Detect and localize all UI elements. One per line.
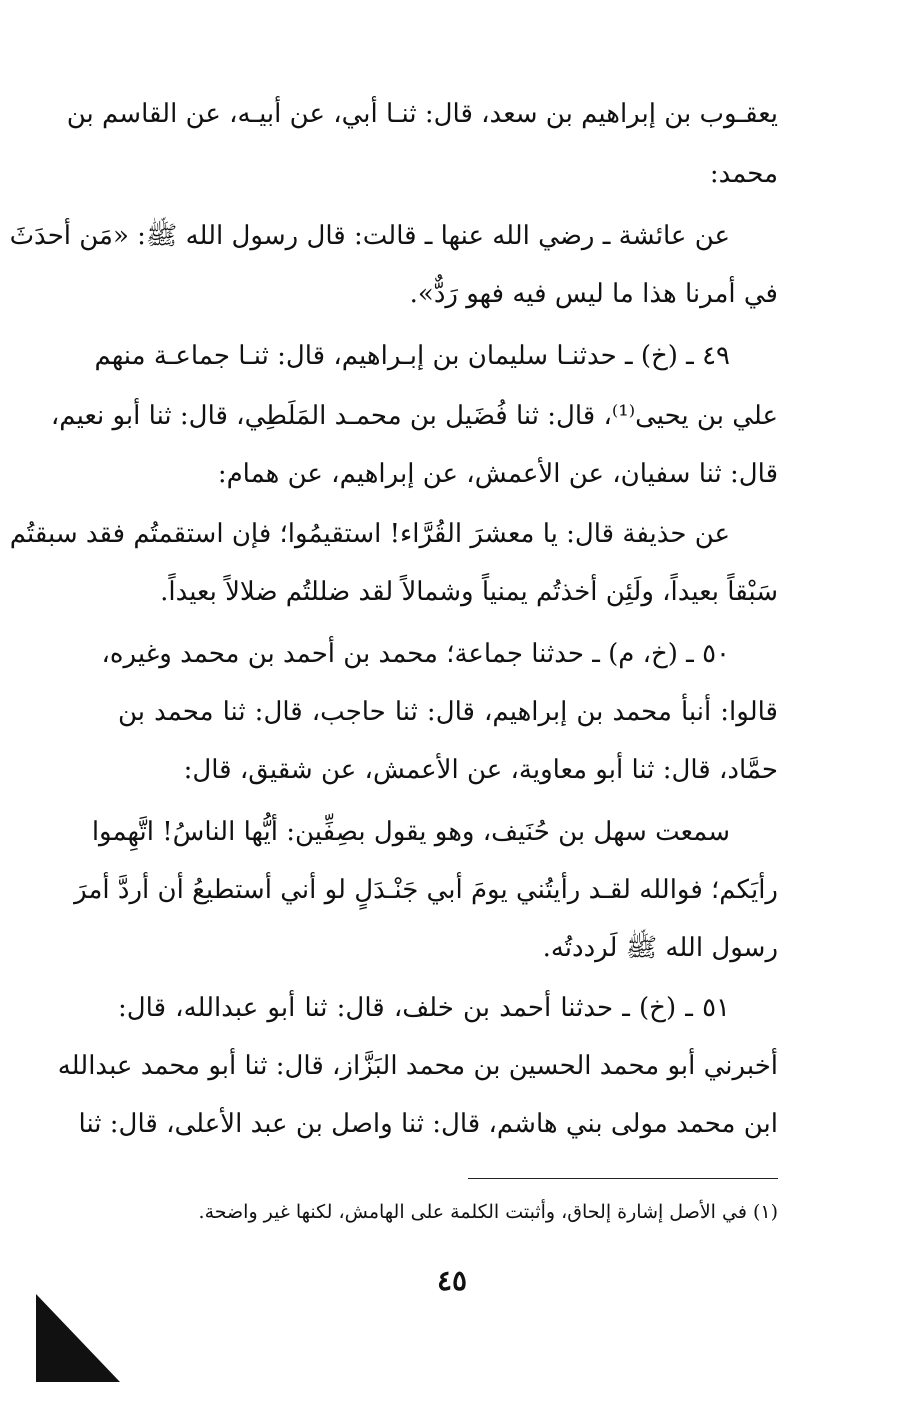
text-line: ابن محمد مولى بني هاشم، قال: ثنا واصل بن عبد الأعلى، قال: ثنا <box>78 1109 778 1139</box>
text-line: أخبرني أبو محمد الحسين بن محمد البَزَّاز، قال: ثنا أبو محمد عبدالله <box>57 1051 778 1081</box>
text-line: سمعت سهل بن حُنَيف، وهو يقول بصِفِّين: أيُّها الناسُ! اتَّهِموا <box>91 817 730 847</box>
text-line: ٥٠ ـ (خ، م) ـ حدثنا جماعة؛ محمد بن أحمد بن محمد وغيره، <box>101 639 730 669</box>
footnote: (١) في الأصل إشارة إلحاق، وأثبتت الكلمة على الهامش، لكنها غير واضحة. <box>198 1201 778 1223</box>
text-line: عن عائشة ـ رضي الله عنها ـ قالت: قال رسول الله ﷺ: «مَن أحدَثَ <box>9 221 730 251</box>
text-line: يعقـوب بن إبراهيم بن سعد، قال: ثنـا أبي، عن أبيـه، عن القاسم بن <box>66 99 778 129</box>
text-line: رأيَكم؛ فوالله لقـد رأيتُني يومَ أبي جَنْـدَلٍ لو أني أستطيعُ أن أردَّ أمرَ <box>74 875 778 905</box>
text-line: حمَّاد، قال: ثنا أبو معاوية، عن الأعمش، عن شقيق، قال: <box>183 755 778 785</box>
text-line: علي بن يحيى⁽¹⁾، قال: ثنا فُضَيل بن محمـد المَلَطِي، قال: ثنا أبو نعيم، <box>50 401 778 431</box>
text-line: محمد: <box>709 159 778 189</box>
text-line: قال: ثنا سفيان، عن الأعمش، عن إبراهيم، عن همام: <box>217 459 778 489</box>
page-number: ٤٥ <box>436 1264 468 1297</box>
text-line: رسول الله ﷺ لَرددتُه. <box>542 933 778 963</box>
text-line: سَبْقاً بعيداً، ولَئِن أخذتُم يمنياً وشمالاً لقد ضللتُم ضلالاً بعيداً. <box>160 577 778 607</box>
text-line: في أمرنا هذا ما ليس فيه فهو رَدٌّ». <box>409 279 778 309</box>
text-line: ٥١ ـ (خ) ـ حدثنا أحمد بن خلف، قال: ثنا أبو عبدالله، قال: <box>118 993 730 1023</box>
corner-triangle-icon <box>36 1294 120 1384</box>
text-line: قالوا: أنبأ محمد بن إبراهيم، قال: ثنا حاجب، قال: ثنا محمد بن <box>118 697 778 727</box>
text-line: ٤٩ ـ (خ) ـ حدثنـا سليمان بن إبـراهيم، قال: ثنـا جماعـة منهم <box>94 341 730 371</box>
text-line: عن حذيفة قال: يا معشرَ القُرَّاء! استقيمُوا؛ فإن استقمتُم فقد سبقتُم <box>9 519 730 549</box>
footnote-divider <box>468 1178 778 1179</box>
